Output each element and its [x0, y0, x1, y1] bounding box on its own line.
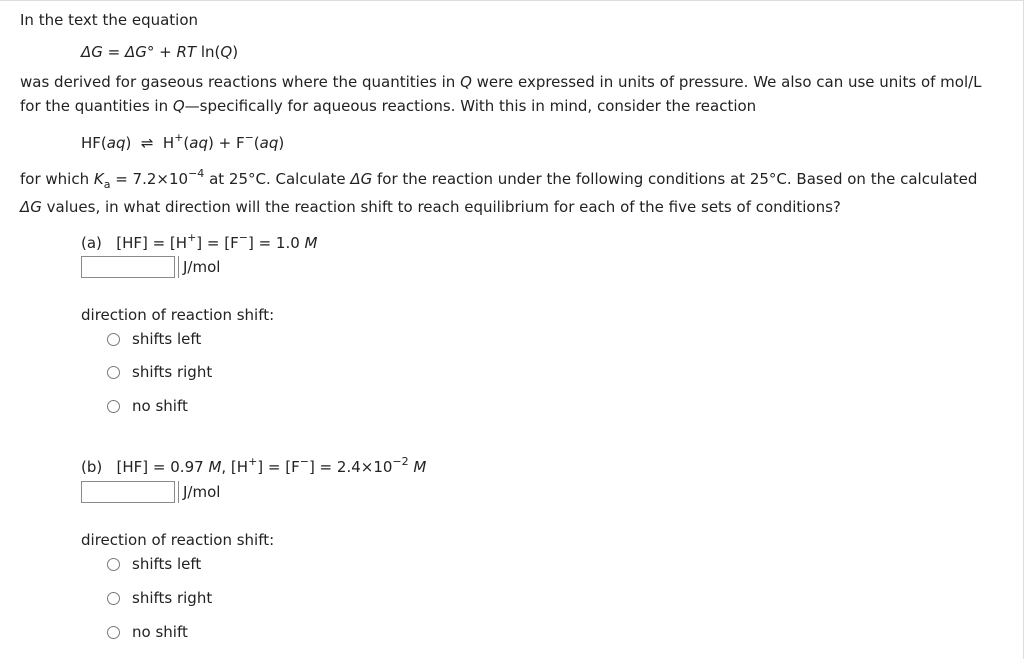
- cond-charge: −: [238, 231, 248, 244]
- rxn-h: H: [162, 134, 175, 152]
- part-a-unit: J/mol: [178, 256, 220, 278]
- rxn-text: (: [253, 134, 260, 152]
- cond-text: , [H: [221, 458, 249, 476]
- free-energy-equation: [81, 42, 238, 62]
- para-text: for the quantities in: [20, 97, 173, 115]
- part-b-option-shifts-right[interactable]: [107, 588, 212, 608]
- option-label: shifts left: [132, 330, 202, 348]
- paragraph-line-2: [20, 96, 756, 116]
- eq-rt: RT: [176, 43, 197, 61]
- part-b-unit: J/mol: [178, 481, 220, 503]
- cond-charge: +: [187, 231, 197, 244]
- rxn-text: ): [125, 134, 132, 152]
- ka-dg: ΔG: [350, 170, 373, 188]
- part-b-label: (b): [81, 458, 103, 476]
- option-label: no shift: [132, 397, 188, 415]
- para-text: —specifically for aqueous reactions. With this in mind, consider the reaction: [184, 97, 757, 115]
- part-b-direction-label: direction of reaction shift:: [81, 531, 275, 549]
- part-a-option-no-shift[interactable]: [107, 396, 188, 416]
- radio-button[interactable]: [107, 400, 120, 413]
- cond-charge: +: [248, 455, 258, 468]
- intro-text: In the text the equation: [20, 11, 199, 29]
- para-q: Q: [172, 97, 185, 115]
- para-text: was derived for gaseous reactions where the quantities in: [20, 73, 461, 91]
- paragraph-line-1: [20, 72, 982, 92]
- rxn-text: ): [278, 134, 285, 152]
- equilibrium-arrow-icon: ⇌: [140, 134, 154, 152]
- eq-equals: =: [102, 43, 125, 61]
- rxn-charge: +: [174, 131, 184, 144]
- eq-q: Q: [220, 43, 233, 61]
- radio-button[interactable]: [107, 626, 120, 639]
- rxn-aq: aq: [106, 134, 126, 152]
- cond-unit: M: [413, 458, 427, 476]
- cond-text: [HF] = [H: [116, 234, 188, 252]
- option-label: no shift: [132, 623, 188, 641]
- ka-subscript: a: [103, 178, 111, 191]
- rxn-aq: aq: [259, 134, 279, 152]
- ka-text: for which: [20, 170, 94, 188]
- ka-line-1: [20, 169, 977, 189]
- ka-text: values, in what direction will the reaction shift to reach equilibrium for each of the five sets of conditions?: [41, 198, 841, 216]
- part-b-option-shifts-left[interactable]: [107, 554, 201, 574]
- cond-text: [HF] = 0.97: [116, 458, 209, 476]
- eq-close: ): [232, 43, 239, 61]
- ka-line-2: [20, 197, 841, 217]
- radio-button[interactable]: [107, 558, 120, 571]
- part-b-answer-row: [81, 480, 220, 504]
- part-b-conditions: [81, 457, 426, 477]
- ka-symbol: K: [93, 170, 104, 188]
- rxn-aq: aq: [189, 134, 208, 152]
- rxn-text: (: [183, 134, 190, 152]
- ka-dg: ΔG: [20, 198, 42, 216]
- part-a-direction-label: direction of reaction shift:: [81, 306, 275, 324]
- reaction-equation: [81, 133, 284, 153]
- part-a-conditions: [81, 233, 318, 253]
- part-a-option-shifts-right[interactable]: [107, 362, 212, 382]
- cond-unit: M: [208, 458, 222, 476]
- eq-ln: ln(: [196, 43, 221, 61]
- ka-exponent: −4: [188, 167, 205, 180]
- rxn-text: ) + F: [207, 134, 245, 152]
- eq-plus: +: [154, 43, 177, 61]
- radio-button[interactable]: [107, 366, 120, 379]
- ka-text: for the reaction under the following conditions at 25°C. Based on the calculated: [372, 170, 978, 188]
- rxn-hf: HF(: [81, 134, 107, 152]
- cond-text: ] = [F: [257, 458, 300, 476]
- part-a-dg-input[interactable]: [81, 256, 175, 278]
- radio-button[interactable]: [107, 333, 120, 346]
- cond-charge: −: [299, 455, 309, 468]
- part-a-option-shifts-left[interactable]: [107, 329, 201, 349]
- radio-button[interactable]: [107, 592, 120, 605]
- part-b-dg-input[interactable]: [81, 481, 175, 503]
- ka-text: at 25°C. Calculate: [204, 170, 351, 188]
- eq-dg-standard: ΔG°: [125, 43, 155, 61]
- cond-text: ] = [F: [196, 234, 239, 252]
- option-label: shifts left: [132, 555, 202, 573]
- eq-dg: ΔG: [81, 43, 103, 61]
- part-a-label: (a): [81, 234, 102, 252]
- part-a-answer-row: [81, 255, 220, 279]
- cond-text: ] = 2.4×10: [308, 458, 393, 476]
- para-q: Q: [460, 73, 472, 91]
- part-b-option-no-shift[interactable]: [107, 622, 188, 642]
- ka-text: = 7.2×10: [110, 170, 189, 188]
- cond-text: ] = 1.0: [247, 234, 305, 252]
- rxn-charge: −: [244, 131, 254, 144]
- cond-unit: M: [304, 234, 318, 252]
- option-label: shifts right: [132, 589, 213, 607]
- para-text: were expressed in units of pressure. We also can use units of mol/L: [471, 73, 982, 91]
- option-label: shifts right: [132, 363, 213, 381]
- cond-exponent: −2: [392, 455, 409, 468]
